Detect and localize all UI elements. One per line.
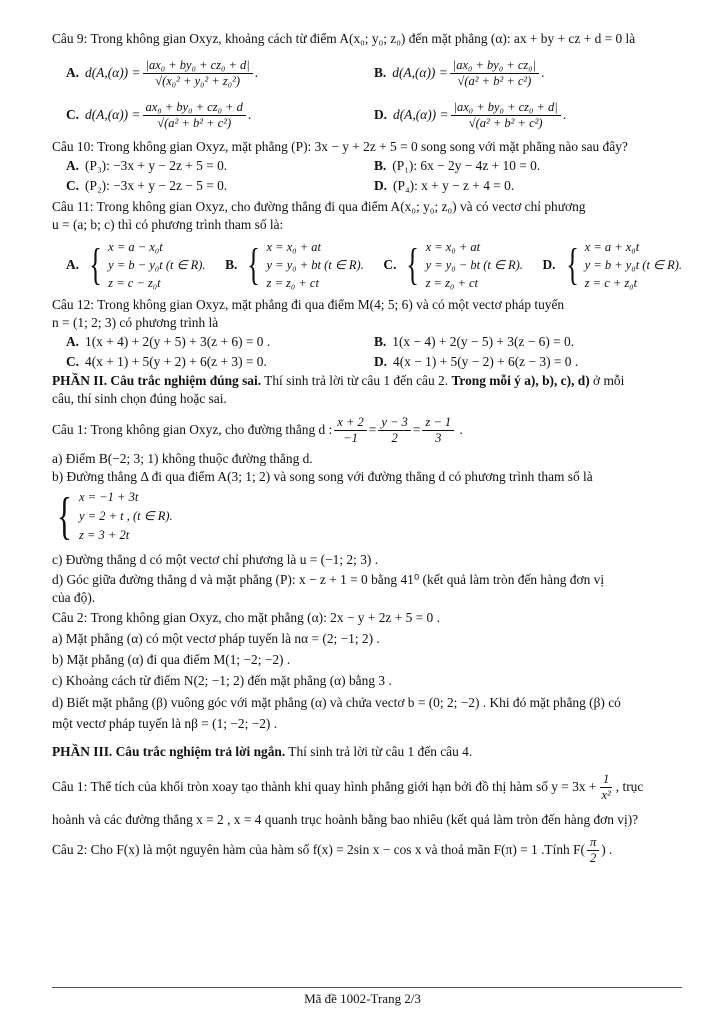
q11-choices <box>52 238 682 292</box>
exam-page <box>52 30 682 869</box>
q11-option-c[interactable]: C. { x = x₀ + at y = y₀ − bt (t ∈ R). z = z₀ + ct <box>383 240 523 290</box>
q10-c-text: (P₂): −3x + y − 2z − 5 = 0. <box>85 178 228 193</box>
p2-c1-f3-num: z − 1 <box>422 415 454 431</box>
p3-c1-frac-den: x² <box>601 787 611 802</box>
q10-stem: Câu 10: Trong không gian Oxyz, mặt phẳng (P): 3x − y + 2z + 5 = 0 song song với mặt phẳng nào sau đây? <box>52 139 628 154</box>
q11-d-line2: y = b + y₀t (t ∈ R). <box>584 258 682 272</box>
p2-c1-stem: Câu 1: Trong không gian Oxyz, cho đường thẳng d : $\frac{x + 2}{-1}$ = $\frac{y - 3}{2}$ = $\frac{z - 1}{3}$ . <box>52 414 463 445</box>
q9-d-num: |ax₀ + by₀ + cz₀ + d| <box>451 100 561 116</box>
part2-instr-tail: ở mỗi <box>589 373 625 388</box>
q12-stem-line2: n = (1; 2; 3) có phương trình là <box>52 315 219 330</box>
q12-stem-line1: Câu 12: Trong không gian Oxyz, mặt phẳng đi qua điểm M(4; 5; 6) và có một vectơ pháp tuyến <box>52 297 565 312</box>
q12-a-text: 1(x + 4) + 2(y + 5) + 3(z + 6) = 0 . <box>85 334 271 349</box>
p3-c1-frac <box>598 772 613 803</box>
p3-c1-tail: , trục <box>615 779 644 794</box>
part2-instr: Thí sinh trả lời từ câu 1 đến câu 2. <box>261 373 452 388</box>
part2-instr-bold: Trong mỗi ý a), b), c), d) <box>451 373 590 388</box>
p2-c1-f2-den: 2 <box>391 430 398 445</box>
q11-b-line2: y = y₀ + bt (t ∈ R). <box>266 258 364 272</box>
p2-c1-f3-den: 3 <box>435 430 442 445</box>
q9-b-den: √(a² + b² + c²) <box>457 73 532 88</box>
q9-d-fraction <box>451 100 561 131</box>
q12-b-text: 1(x − 4) + 2(y − 5) + 3(z − 6) = 0. <box>392 334 575 349</box>
p2-c2-c[interactable]: c) Khoảng cách từ điểm N(2; −1; 2) đến mặt phẳng (α) bằng 3 . <box>52 673 392 688</box>
p2-c1-frac2 <box>378 415 410 446</box>
q9-option-d[interactable]: D. d(A,(α)) = $\frac{\text{|ax₀ + by₀ + cz₀ + d|}}{\text{√(a² + b² + c²)}}$ . <box>374 99 567 130</box>
q9-option-a[interactable]: A. d(A,(α)) = $\frac{\text{|ax₀ + by₀ + cz₀ + d|}}{\text{√(x₀² + y₀² + z₀²)}}$ . <box>66 57 259 88</box>
p2-c1-d-line2: của độ). <box>52 590 96 605</box>
q9-b-fraction <box>450 58 539 89</box>
q9-d-den: √(a² + b² + c²) <box>468 115 543 130</box>
q9-choices <box>52 52 682 136</box>
q11-d-line3: z = c + z₀t <box>584 276 638 290</box>
q11-c-line1: x = x₀ + at <box>425 240 481 254</box>
p2-c1-c[interactable]: c) Đường thẳng d có một vectơ chỉ phương là u = (−1; 2; 3) . <box>52 552 379 567</box>
p3-c1-line2: hoành và các đường thẳng x = 2 , x = 4 quanh trục hoành bằng bao nhiêu (kết quả làm tròn đến hàng đơn vị)? <box>52 812 639 827</box>
p2-c1-f1-den: −1 <box>343 430 358 445</box>
p2-c1-a[interactable]: a) Điểm B(−2; 3; 1) không thuộc đường thẳng d. <box>52 451 313 466</box>
q12-option-d[interactable]: D. 4(x − 1) + 5(y − 2) + 6(z − 3) = 0 . <box>374 354 579 369</box>
p2-c1-b-line2: y = 2 + t , (t ∈ R). <box>78 509 173 523</box>
q9-c-fraction <box>143 100 246 131</box>
q11-option-a[interactable]: A. { x = a − x₀t y = b − y₀t (t ∈ R). z = c − z₀t <box>66 240 206 290</box>
p3-c2 <box>52 831 682 869</box>
q11-a-line3: z = c − z₀t <box>108 276 161 290</box>
q9-c-lhs: d(A,(α)) = <box>85 107 141 122</box>
part2-heading <box>52 372 682 390</box>
q10-choices <box>52 156 682 196</box>
p2-c1-frac3 <box>422 415 454 446</box>
part2-heading-line2: câu, thí sinh chọn đúng hoặc sai. <box>52 391 227 406</box>
q10-a-text: (P₃): −3x + y − 2z + 5 = 0. <box>85 158 228 173</box>
q11-option-d[interactable]: D. { x = a + x₀t y = b + y₀t (t ∈ R). z = c + z₀t <box>542 240 682 290</box>
q9-b-num: |ax₀ + by₀ + cz₀| <box>450 58 539 74</box>
q9-a-den: √(x₀² + y₀² + z₀²) <box>155 73 241 88</box>
q11-stem-line2: u = (a; b; c) thì có phương trình tham số là: <box>52 217 284 232</box>
q10-option-a[interactable]: A. (P₃): −3x + y − 2z + 5 = 0. <box>66 158 228 173</box>
p3-c1 <box>52 767 682 807</box>
part3-heading <box>52 743 682 761</box>
q12-c-text: 4(x + 1) + 5(y + 2) + 6(z + 3) = 0. <box>85 354 267 369</box>
q9-c-den: √(a² + b² + c²) <box>157 115 232 130</box>
q10-option-b[interactable]: B. (P₁): 6x − 2y − 4z + 10 = 0. <box>374 158 541 173</box>
p2-c1-b[interactable]: b) Đường thẳng Δ đi qua điểm A(3; 1; 2) và song song với đường thẳng d có phương trình tham số là <box>52 469 593 484</box>
p2-c1-stem-text: Câu 1: Trong không gian Oxyz, cho đường thẳng d : <box>52 422 333 437</box>
q12-d-text: 4(x − 1) + 5(y − 2) + 6(z − 3) = 0 . <box>393 354 579 369</box>
p2-c2-stem: Câu 2: Trong không gian Oxyz, cho mặt phẳng (α): 2x − y + 2z + 5 = 0 . <box>52 610 440 625</box>
p3-c2-frac-den: 2 <box>589 850 597 865</box>
q10-option-c[interactable]: C. (P₂): −3x + y − 2z − 5 = 0. <box>66 178 228 193</box>
q9-b-lhs: d(A,(α)) = <box>392 65 448 80</box>
p2-c2-d[interactable]: d) Biết mặt phẳng (β) vuông góc với mặt phẳng (α) và chứa vectơ b = (0; 2; −2) . Khi đó mặt phẳng (β) có <box>52 695 621 710</box>
p2-c1-f1-num: x + 2 <box>334 415 366 431</box>
p2-c2-d-line2: một vectơ pháp tuyến là nβ = (1; −2; −2) . <box>52 716 278 731</box>
q11-a-line1: x = a − x₀t <box>108 240 163 254</box>
p2-c2-a[interactable]: a) Mặt phẳng (α) có một vectơ pháp tuyến là nα = (2; −1; 2) . <box>52 631 380 646</box>
q11-c-line2: y = y₀ − bt (t ∈ R). <box>425 258 523 272</box>
q11-c-line3: z = z₀ + ct <box>425 276 479 290</box>
q11-d-line1: x = a + x₀t <box>584 240 640 254</box>
p3-c1-frac-num: 1 <box>600 772 612 788</box>
p2-c2-b[interactable]: b) Mặt phẳng (α) đi qua điểm M(1; −2; −2) . <box>52 652 291 667</box>
footer-divider <box>52 987 682 988</box>
q9-option-b[interactable]: B. d(A,(α)) = $\frac{\text{|ax₀ + by₀ + cz₀|}}{\text{√(a² + b² + c²)}}$ . <box>374 57 545 88</box>
q12-option-b[interactable]: B. 1(x − 4) + 2(y − 5) + 3(z − 6) = 0. <box>374 334 575 349</box>
q12-option-a[interactable]: A. 1(x + 4) + 2(y + 5) + 3(z + 6) = 0 . <box>66 334 271 349</box>
p3-c2-text: Câu 2: Cho F(x) là một nguyên hàm của hàm số f(x) = 2sin x − cos x và thoả mãn F(π) = 1 .Tính F( <box>52 842 585 857</box>
q9-d-lhs: d(A,(α)) = <box>393 107 449 122</box>
p3-c1-text: Câu 1: Thể tích của khối tròn xoay tạo thành khi quay hình phẳng giới hạn bởi đồ thị hàm số y = 3x + <box>52 779 597 794</box>
q11-b-line3: z = z₀ + ct <box>266 276 319 290</box>
q12-option-c[interactable]: C. 4(x + 1) + 5(y + 2) + 6(z + 3) = 0. <box>66 354 267 369</box>
q9-a-lhs: d(A,(α)) = <box>85 65 141 80</box>
q9-stem: Câu 9: Trong không gian Oxyz, khoảng cách từ điểm A(x₀; y₀; z₀) đến mặt phẳng (α): ax + by + cz + d = 0 là <box>52 31 636 46</box>
p3-c2-frac-num: π <box>587 835 599 851</box>
q9-a-num: |ax₀ + by₀ + cz₀ + d| <box>143 58 253 74</box>
q10-d-text: (P₄): x + y − z + 4 = 0. <box>393 178 515 193</box>
q9-a-fraction <box>143 58 253 89</box>
part3-instr: Thí sinh trả lời từ câu 1 đến câu 4. <box>285 744 473 759</box>
part2-title: PHẦN II. Câu trắc nghiệm đúng sai. <box>52 373 262 388</box>
p2-c1-frac1 <box>334 415 366 446</box>
p2-c1-b-system: { x = −1 + 3t y = 2 + t , (t ∈ R). z = 3 + 2t <box>56 487 173 545</box>
page-footer: Mã đề 1002-Trang 2/3 <box>304 991 421 1006</box>
q11-a-line2: y = b − y₀t (t ∈ R). <box>108 258 206 272</box>
p2-c1-b-line1: x = −1 + 3t <box>78 490 139 504</box>
q11-option-b[interactable]: B. { x = x₀ + at y = y₀ + bt (t ∈ R). z = z₀ + ct <box>225 240 364 290</box>
q11-b-line1: x = x₀ + at <box>266 240 322 254</box>
q9-c-num: ax₀ + by₀ + cz₀ + d <box>143 100 246 116</box>
q12-choices <box>52 332 682 372</box>
p3-c2-frac <box>587 835 599 866</box>
p2-c1-b-line3: z = 3 + 2t <box>78 528 130 542</box>
part3-title: PHẦN III. Câu trắc nghiệm trả lời ngắn. <box>52 744 286 759</box>
p2-c1-f2-num: y − 3 <box>378 415 410 431</box>
q10-b-text: (P₁): 6x − 2y − 4z + 10 = 0. <box>392 158 541 173</box>
q9-option-c[interactable]: C. d(A,(α)) = $\frac{\text{ax₀ + by₀ + cz₀ + d}}{\text{√(a² + b² + c²)}}$ . <box>66 99 252 130</box>
p3-c2-tail: ) . <box>601 842 613 857</box>
q10-option-d[interactable]: D. (P₄): x + y − z + 4 = 0. <box>374 178 515 193</box>
p2-c1-d[interactable]: d) Góc giữa đường thẳng d và mặt phẳng (P): x − z + 1 = 0 bằng 41⁰ (kết quả làm tròn đến hàng đơn vị <box>52 572 605 587</box>
q11-stem-line1: Câu 11: Trong không gian Oxyz, cho đường thẳng đi qua điểm A(x₀; y₀; z₀) và có vectơ chỉ phương <box>52 199 586 214</box>
